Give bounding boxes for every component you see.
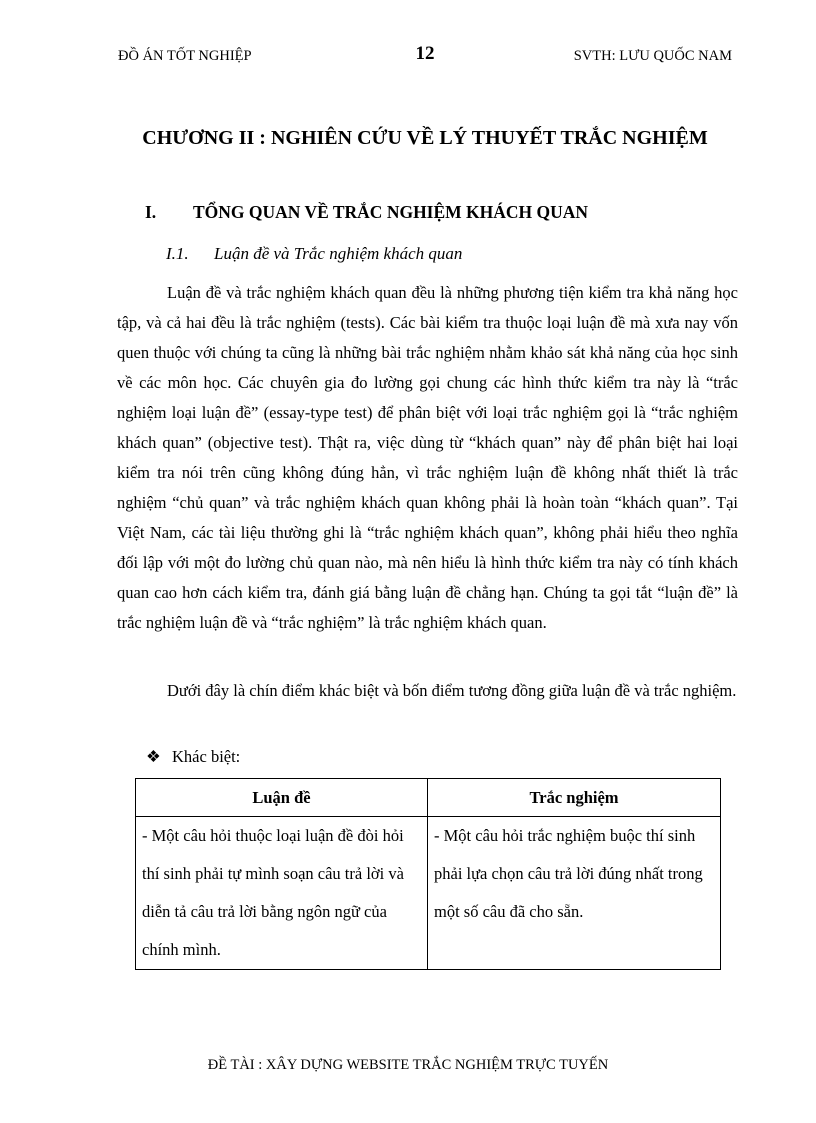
paragraph: Dưới đây là chín điểm khác biệt và bốn điểm tương đồng giữa luận đề và trắc nghiệm. [167,681,737,700]
section-number: I. [145,202,157,222]
table-cell: - Một câu hỏi thuộc loại luận đề đòi hỏi thí sinh phải tự mình soạn câu trả lời và diễn tả câu trả lời bằng ngôn ngữ của chính mình. [136,817,428,970]
table-header-row [136,779,721,817]
comparison-table [135,778,721,970]
table-row [136,817,721,970]
bullet-item [146,747,240,767]
table-header-cell: Trắc nghiệm [428,779,721,817]
diamond-bullet-icon: ❖ [146,747,161,766]
header-left: ĐỒ ÁN TỐT NGHIỆP [118,48,252,64]
header-right: SVTH: LƯU QUỐC NAM [573,48,732,64]
subsection-number: I.1. [166,244,189,263]
bullet-text: Khác biệt: [172,747,241,766]
subsection-title: Luận đề và Trắc nghiệm khách quan [214,244,463,263]
table-header-cell: Luận đề [136,779,428,817]
page-header [118,44,732,68]
section-heading [145,202,588,223]
page-number: 12 [415,43,435,64]
table-cell: - Một câu hỏi trắc nghiệm buộc thí sinh phải lựa chọn câu trả lời đúng nhất trong một số câu đã cho sẵn. [428,817,721,970]
chapter-title: CHƯƠNG II : NGHIÊN CỨU VỀ LÝ THUYẾT TRẮC NGHIỆM [142,127,708,149]
page-footer: ĐỀ TÀI : XÂY DỰNG WEBSITE TRẮC NGHIỆM TRỰC TUYẾN [207,1057,609,1073]
subsection-heading [166,244,462,264]
section-title: TỔNG QUAN VỀ TRẮC NGHIỆM KHÁCH QUAN [193,202,589,222]
paragraph: Luận đề và trắc nghiệm khách quan đều là những phương tiện kiểm tra khả năng học tập, và cả hai đều là trắc nghiệm (tests). Các bài kiểm tra thuộc loại luận đề mà xưa nay vốn quen thuộc với chúng ta cũng là những bài trắc nghiệm nhằm khảo sát khả năng của học sinh về các môn học. Các chuyên gia đo lường gọi chung các hình thức kiểm tra này là “trắc nghiệm loại luận đề” (essay-type test) để phân biệt với loại trắc nghiệm gọi là “trắc nghiệm khách quan” (objective test). Thật ra, việc dùng từ “khách quan” này để phân biệt hai loại kiểm tra nói trên cũng không đúng hẳn, vì trắc nghiệm luận đề không nhất thiết là trắc nghiệm “chủ quan” và trắc nghiệm khách quan không phải là hoàn toàn “khách quan”. Tại Việt Nam, các tài liệu thường ghi là “trắc nghiệm khách quan”, không phải hiểu theo nghĩa đối lập với một đo lường chủ quan nào, mà nên hiểu là hình thức kiểm tra này có tính khách quan cao hơn cách kiểm tra, đánh giá bằng luận đề chẳng hạn. Chúng ta gọi tắt “luận đề” là trắc nghiệm luận đề và “trắc nghiệm” là trắc nghiệm khách quan. [117,283,738,632]
